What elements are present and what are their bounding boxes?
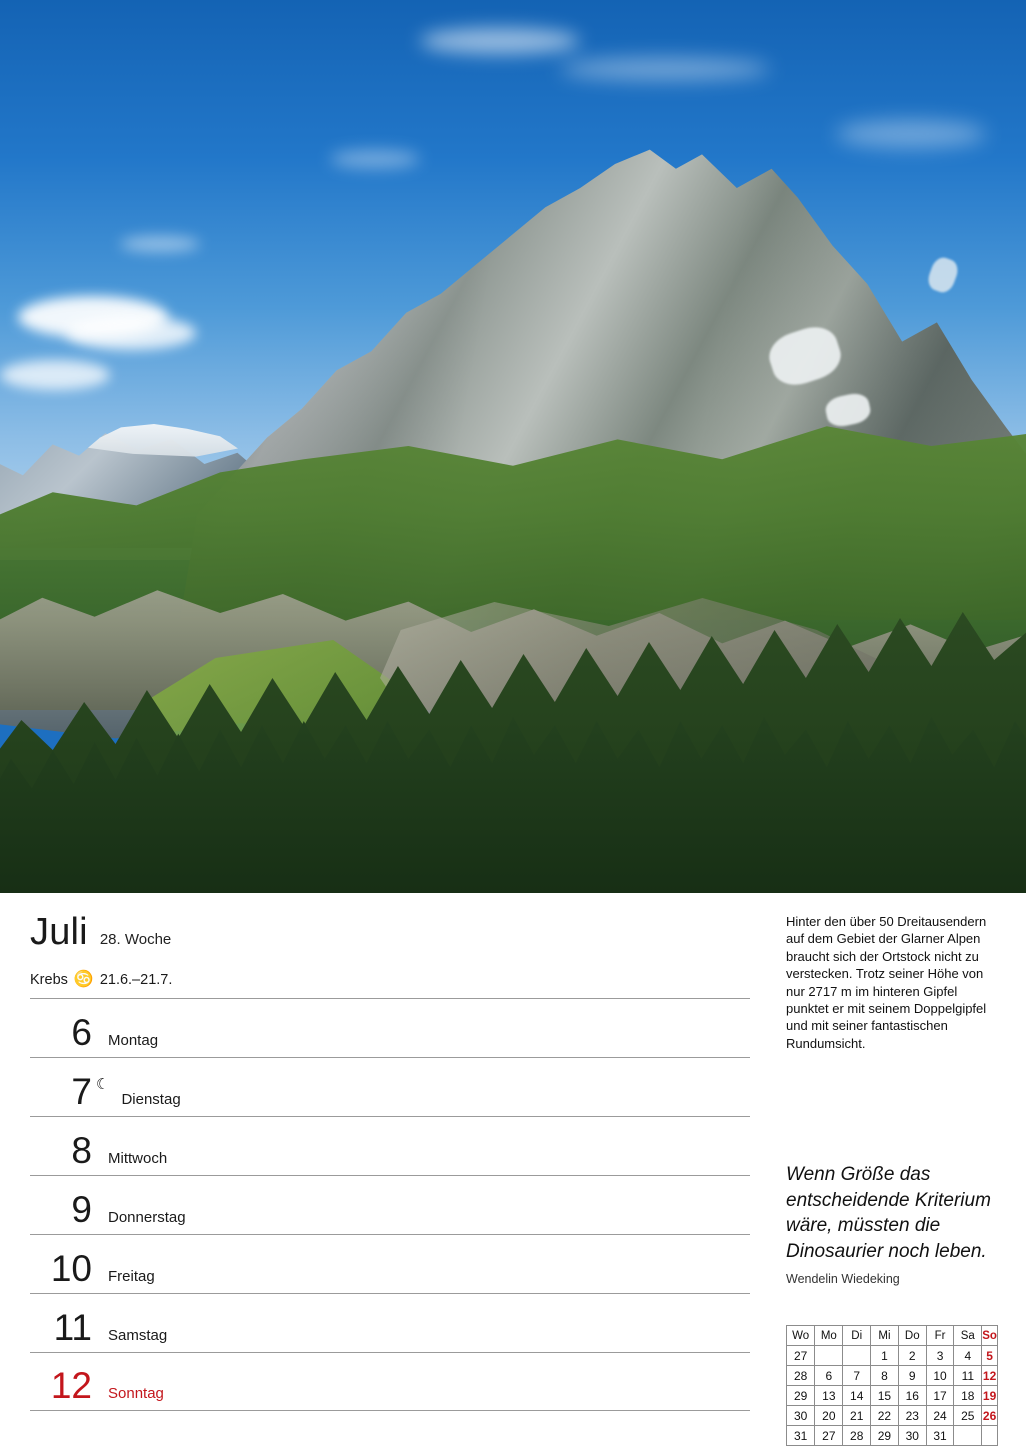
day-list bbox=[30, 998, 750, 1411]
mini-day-cell[interactable]: 7 bbox=[843, 1366, 871, 1386]
mini-day-cell[interactable]: 3 bbox=[926, 1346, 954, 1366]
mini-calendar-header-mi: Mi bbox=[871, 1326, 899, 1346]
day-name: Sonntag bbox=[108, 1385, 164, 1402]
quote-text: Wenn Größe das entscheidende Kriterium wäre, müssten die Dinosaurier noch leben. bbox=[786, 1164, 991, 1262]
day-row-saturday[interactable] bbox=[30, 1293, 750, 1352]
quote-author: Wendelin Wiedeking bbox=[786, 1272, 900, 1287]
mini-day-cell[interactable]: 20 bbox=[815, 1406, 843, 1426]
mini-day-cell[interactable]: 1 bbox=[871, 1346, 899, 1366]
mini-month-calendar bbox=[786, 1325, 998, 1446]
mini-day-cell[interactable]: 23 bbox=[898, 1406, 926, 1426]
mini-day-cell[interactable]: 21 bbox=[843, 1406, 871, 1426]
zodiac-row bbox=[30, 972, 750, 988]
cloud bbox=[120, 236, 200, 252]
month-header bbox=[30, 911, 750, 954]
day-row-tuesday[interactable] bbox=[30, 1057, 750, 1116]
mini-day-cell[interactable]: 6 bbox=[815, 1366, 843, 1386]
day-number: 9 bbox=[71, 1189, 92, 1230]
mini-day-cell-sunday[interactable]: 12 bbox=[982, 1366, 998, 1386]
mini-day-cell[interactable]: 17 bbox=[926, 1386, 954, 1406]
day-name: Samstag bbox=[108, 1327, 168, 1344]
zodiac-date-range: 21.6.–21.7. bbox=[99, 972, 173, 988]
mini-calendar-row bbox=[787, 1346, 998, 1366]
mini-calendar-header-mo: Mo bbox=[815, 1326, 843, 1346]
mini-day-cell[interactable] bbox=[954, 1426, 982, 1446]
zodiac-name: Krebs bbox=[30, 972, 68, 988]
day-name: Dienstag bbox=[121, 1091, 181, 1108]
mini-day-cell[interactable]: 24 bbox=[926, 1406, 954, 1426]
day-row-wednesday[interactable] bbox=[30, 1116, 750, 1175]
mini-week-number: 28 bbox=[787, 1366, 815, 1386]
mini-day-cell[interactable]: 30 bbox=[898, 1426, 926, 1446]
day-number: 12 bbox=[50, 1365, 92, 1406]
mini-week-number: 31 bbox=[787, 1426, 815, 1446]
day-row-monday[interactable] bbox=[30, 998, 750, 1057]
mini-week-number: 29 bbox=[787, 1386, 815, 1406]
mini-day-cell[interactable]: 31 bbox=[926, 1426, 954, 1446]
mini-day-cell[interactable]: 25 bbox=[954, 1406, 982, 1426]
mini-day-cell[interactable]: 22 bbox=[871, 1406, 899, 1426]
mini-calendar-row bbox=[787, 1366, 998, 1386]
mini-day-cell-sunday[interactable]: 19 bbox=[982, 1386, 998, 1406]
day-number: 6 bbox=[71, 1012, 92, 1053]
cancer-zodiac-icon: ♋ bbox=[73, 971, 94, 988]
sidebar-column bbox=[786, 913, 998, 1286]
mini-day-cell[interactable]: 2 bbox=[898, 1346, 926, 1366]
cloud bbox=[0, 360, 110, 390]
day-name: Mittwoch bbox=[108, 1150, 168, 1167]
day-row-thursday[interactable] bbox=[30, 1175, 750, 1234]
mini-day-cell[interactable]: 27 bbox=[815, 1426, 843, 1446]
day-number: 10 bbox=[50, 1248, 92, 1289]
mini-day-cell-sunday[interactable] bbox=[982, 1426, 998, 1446]
mini-day-cell[interactable]: 15 bbox=[871, 1386, 899, 1406]
mini-calendar-row bbox=[787, 1406, 998, 1426]
mini-calendar-header-so: So bbox=[982, 1326, 998, 1346]
moon-phase-icon: ☾ bbox=[96, 1076, 110, 1093]
cloud bbox=[836, 120, 986, 148]
mini-calendar-header-sa: Sa bbox=[954, 1326, 982, 1346]
mini-day-cell-sunday[interactable]: 5 bbox=[982, 1346, 998, 1366]
cloud bbox=[560, 58, 770, 80]
mini-day-cell[interactable]: 13 bbox=[815, 1386, 843, 1406]
cloud bbox=[420, 28, 580, 54]
cloud bbox=[66, 316, 196, 350]
mini-week-number: 30 bbox=[787, 1406, 815, 1426]
week-days-column bbox=[30, 911, 750, 1411]
mini-day-cell-sunday[interactable]: 26 bbox=[982, 1406, 998, 1426]
month-name: Juli bbox=[30, 911, 88, 953]
calendar-panel bbox=[0, 893, 1026, 1456]
mini-day-cell[interactable]: 14 bbox=[843, 1386, 871, 1406]
day-name: Montag bbox=[108, 1032, 159, 1049]
day-row-friday[interactable] bbox=[30, 1234, 750, 1293]
mini-calendar-header-row bbox=[787, 1326, 998, 1346]
mini-day-cell[interactable]: 11 bbox=[954, 1366, 982, 1386]
mini-calendar-row bbox=[787, 1386, 998, 1406]
mini-day-cell[interactable]: 29 bbox=[871, 1426, 899, 1446]
mini-day-cell[interactable]: 18 bbox=[954, 1386, 982, 1406]
mini-day-cell[interactable]: 16 bbox=[898, 1386, 926, 1406]
mini-day-cell[interactable]: 28 bbox=[843, 1426, 871, 1446]
mini-day-cell[interactable] bbox=[815, 1346, 843, 1366]
week-number: 28. Woche bbox=[99, 931, 172, 948]
mini-calendar-row bbox=[787, 1426, 998, 1446]
mini-day-cell[interactable]: 9 bbox=[898, 1366, 926, 1386]
cloud bbox=[330, 150, 420, 168]
mini-calendar-header-fr: Fr bbox=[926, 1326, 954, 1346]
day-name: Freitag bbox=[108, 1268, 155, 1285]
photo-description: Hinter den über 50 Dreitausendern auf dem Gebiet der Glarner Alpen braucht sich der Ortstock nicht zu verstecken. Trotz seiner Höhe von nur 2717 m im hinteren Gipfel punktet er mit seinem Doppelgipfel und mit seiner fantastischen Rundumsicht. bbox=[786, 914, 987, 1051]
day-number: 8 bbox=[71, 1130, 92, 1171]
mini-calendar-header-do: Do bbox=[898, 1326, 926, 1346]
day-row-sunday[interactable] bbox=[30, 1352, 750, 1411]
mini-calendar-header-week: Wo bbox=[787, 1326, 815, 1346]
mini-day-cell[interactable] bbox=[843, 1346, 871, 1366]
mini-week-number: 27 bbox=[787, 1346, 815, 1366]
mini-calendar-header-di: Di bbox=[843, 1326, 871, 1346]
day-number: 7 bbox=[71, 1071, 92, 1112]
day-name: Donnerstag bbox=[108, 1209, 186, 1226]
mini-day-cell[interactable]: 8 bbox=[871, 1366, 899, 1386]
mini-day-cell[interactable]: 4 bbox=[954, 1346, 982, 1366]
day-number: 11 bbox=[53, 1307, 92, 1348]
mini-day-cell[interactable]: 10 bbox=[926, 1366, 954, 1386]
